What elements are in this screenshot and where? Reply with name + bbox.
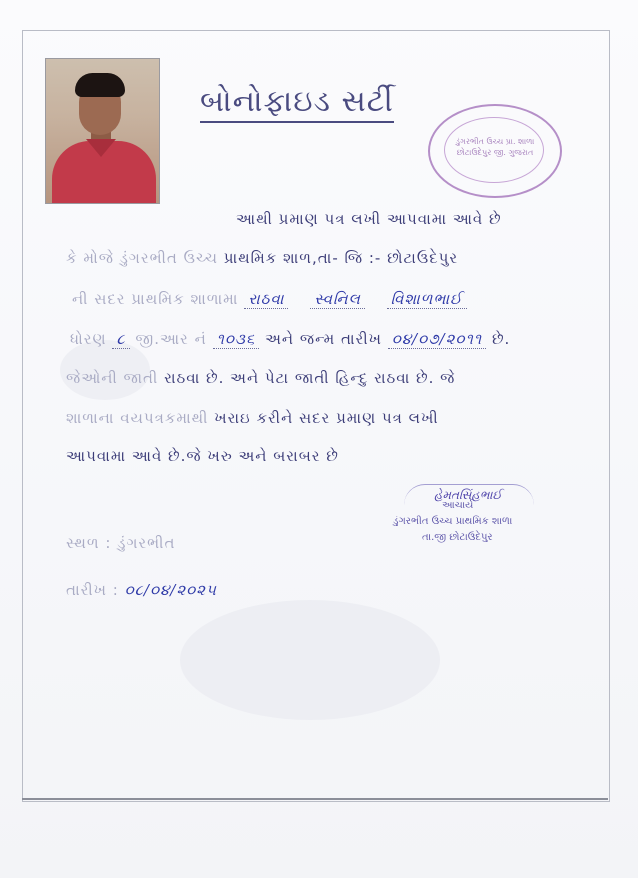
place-value: ડુંગરભીત	[117, 534, 176, 552]
certificate-line-2	[66, 249, 458, 267]
student-photo	[45, 58, 160, 204]
gr-label: જી.આર નં	[135, 330, 207, 348]
date-line	[66, 581, 217, 599]
certificate-line-7: આપવામા આવે છે.જે ખરુ અને બરાબર છે	[66, 447, 339, 465]
line-6-main: ખરાઇ કરીને સદર પ્રમાણ પત્ર લખી	[214, 409, 439, 427]
line-6-prefix: શાળાના વયપત્રકમાથી	[66, 409, 209, 427]
gr-value: ૧૦૩૬	[213, 330, 260, 349]
certificate-line-3	[72, 290, 467, 308]
signature-role: આચાર્ય	[442, 500, 474, 511]
signature-name: હેમતસિંહભાઈ	[434, 488, 502, 502]
line-2-prefix: કે મોજે ડુંગરભીત ઉચ્ચ	[66, 249, 218, 267]
certificate-line-4	[70, 330, 510, 348]
line-2-main: પ્રાથમિક શાળ,તા- જિ :- છોટાઉદેપુર	[223, 249, 459, 267]
school-stamp	[428, 104, 562, 198]
place-line	[66, 534, 175, 552]
date-value: ૦૮/૦૪/૨૦૨૫	[124, 581, 217, 599]
page-border-bottom	[22, 798, 608, 800]
date-label: તારીખ :	[66, 581, 119, 599]
line-4-end: છે.	[491, 330, 511, 348]
certificate-line-6	[66, 409, 439, 427]
stamp-text	[430, 136, 560, 158]
std-value: ૮	[112, 330, 129, 349]
place-label: સ્થળ :	[66, 534, 112, 552]
student-father-name: વિશાળભાઈ	[387, 290, 467, 309]
line-3-prefix: ની સદર પ્રાથમિક શાળામા	[72, 290, 239, 308]
stamp-text-top: ડુંગરભીત ઉચ્ચ પ્રા. શાળા	[455, 137, 535, 146]
photo-hair	[75, 73, 125, 97]
certificate-line-1: આથી પ્રમાણ પત્ર લખી આપવામા આવે છે	[236, 210, 502, 228]
student-surname: રાઠવા	[244, 290, 288, 309]
certificate-line-5	[66, 369, 455, 387]
signature-place: તા.જી છોટાઉદેપુર	[422, 532, 493, 543]
dob-value: ૦૪/૦૭/૨૦૧૧	[388, 330, 486, 349]
certificate-title: બોનોફાઇડ સર્ટી	[200, 84, 394, 123]
signature-school: ડુંગરભીત ઉચ્ચ પ્રાથમિક શાળા	[393, 516, 513, 527]
std-label: ધોરણ	[70, 330, 107, 348]
line-5-prefix: જેઓની જાતી	[66, 369, 159, 387]
line-5-main: રાઠવા છે. અને પેટા જાતી હિન્દુ રાઠવા છે. જે	[164, 369, 456, 387]
stamp-text-bottom: છોટાઉદેપુર જી. ગુજરાત	[456, 148, 534, 157]
student-first-name: સ્વનિલ	[310, 290, 365, 309]
dob-label: અને જન્મ તારીખ	[265, 330, 382, 348]
